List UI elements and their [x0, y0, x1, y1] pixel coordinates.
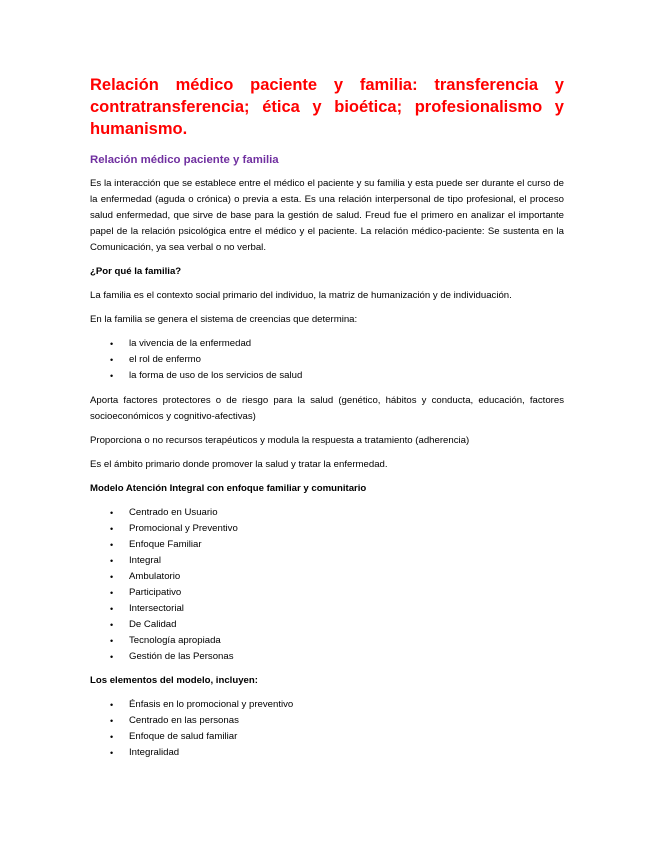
- bullet-icon: •: [110, 636, 114, 646]
- elements-list: [90, 697, 564, 761]
- model-heading: Modelo Atención Integral con enfoque familiar y comunitario: [90, 483, 367, 494]
- why-family-heading: ¿Por qué la familia?: [90, 266, 182, 277]
- protective-factors-paragraph: Aporta factores protectores o de riesgo para la salud (genético, hábitos y conducta, educación, factores socioeconómicos y cognitivo-afectivas): [90, 395, 564, 422]
- bullet-icon: •: [110, 652, 114, 662]
- beliefs-list: [90, 336, 564, 384]
- list-item: • la forma de uso de los servicios de salud: [90, 368, 564, 384]
- list-item: • Centrado en las personas: [90, 713, 564, 729]
- list-item: • Integralidad: [90, 745, 564, 761]
- list-item: • Integral: [90, 553, 564, 569]
- list-item: • el rol de enfermo: [90, 352, 564, 368]
- bullet-icon: •: [110, 524, 114, 534]
- bullet-icon: •: [110, 732, 114, 742]
- document-title: Relación médico paciente y familia: transferencia y contratransferencia; ética y bioética; profesionalismo y humanismo.: [90, 76, 564, 138]
- section-title: Relación médico paciente y familia: [90, 154, 279, 166]
- bullet-icon: •: [110, 700, 114, 710]
- list-item: • Intersectorial: [90, 601, 564, 617]
- beliefs-intro-paragraph: En la familia se genera el sistema de creencias que determina:: [90, 314, 358, 325]
- primary-scope-paragraph: Es el ámbito primario donde promover la salud y tratar la enfermedad.: [90, 459, 388, 470]
- document-page: [90, 74, 564, 761]
- bullet-icon: •: [110, 371, 114, 381]
- bullet-icon: •: [110, 339, 114, 349]
- list-item: • Tecnología apropiada: [90, 633, 564, 649]
- elements-heading: Los elementos del modelo, incluyen:: [90, 675, 258, 686]
- list-item: • Ambulatorio: [90, 569, 564, 585]
- bullet-icon: •: [110, 588, 114, 598]
- list-item: • Promocional y Preventivo: [90, 521, 564, 537]
- bullet-icon: •: [110, 572, 114, 582]
- list-item: • la vivencia de la enfermedad: [90, 336, 564, 352]
- list-item: • Gestión de las Personas: [90, 649, 564, 665]
- list-item: • Centrado en Usuario: [90, 505, 564, 521]
- bullet-icon: •: [110, 540, 114, 550]
- list-item: • Participativo: [90, 585, 564, 601]
- bullet-icon: •: [110, 508, 114, 518]
- list-item: • De Calidad: [90, 617, 564, 633]
- bullet-icon: •: [110, 556, 114, 566]
- bullet-icon: •: [110, 355, 114, 365]
- family-context-paragraph: La familia es el contexto social primario del individuo, la matriz de humanización y de individuación.: [90, 290, 512, 301]
- list-item: • Enfoque Familiar: [90, 537, 564, 553]
- list-item: • Enfoque de salud familiar: [90, 729, 564, 745]
- bullet-icon: •: [110, 620, 114, 630]
- bullet-icon: •: [110, 716, 114, 726]
- intro-paragraph: Es la interacción que se establece entre el médico el paciente y su familia y esta puede ser durante el curso de la enfermedad (aguda o crónica) o previa a esta. Es una relación interpersonal de tipo profesional, el proceso salud enfermedad, que sirve de base para la gestión de salud. Freud fue el primero en analizar el importante papel de la relación psicológica entre el médico y el paciente. La relación médico-paciente: Se sustenta en la Comunicación, ya sea verbal o no verbal.: [90, 178, 564, 253]
- list-item: • Énfasis en lo promocional y preventivo: [90, 697, 564, 713]
- resources-paragraph: Proporciona o no recursos terapéuticos y modula la respuesta a tratamiento (adherencia): [90, 435, 470, 446]
- bullet-icon: •: [110, 604, 114, 614]
- bullet-icon: •: [110, 748, 114, 758]
- model-list: [90, 505, 564, 665]
